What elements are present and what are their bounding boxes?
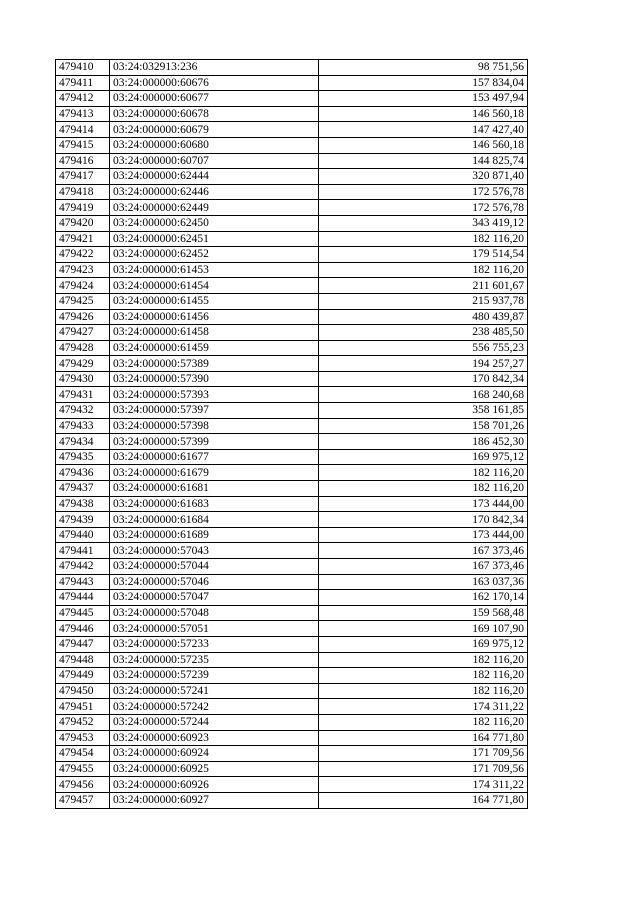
value-cell: 169 975,12 (319, 636, 528, 652)
row-number-cell: 479449 (56, 668, 110, 684)
row-number-cell: 479429 (56, 356, 110, 372)
row-number-cell: 479432 (56, 403, 110, 419)
cadastral-number-cell: 03:24:000000:57242 (110, 699, 319, 715)
cadastral-number-cell: 03:24:000000:61456 (110, 309, 319, 325)
cadastral-number-cell: 03:24:000000:57051 (110, 621, 319, 637)
value-cell: 174 311,22 (319, 777, 528, 793)
value-cell: 182 116,20 (319, 683, 528, 699)
cadastral-number-cell: 03:24:000000:62451 (110, 231, 319, 247)
table-row (56, 340, 528, 356)
table-row (56, 403, 528, 419)
cadastral-number-cell: 03:24:000000:62450 (110, 215, 319, 231)
cadastral-number-cell: 03:24:000000:61677 (110, 449, 319, 465)
row-number-cell: 479418 (56, 184, 110, 200)
table-row (56, 559, 528, 575)
cadastral-number-cell: 03:24:000000:61455 (110, 293, 319, 309)
table-row (56, 605, 528, 621)
table-row (56, 527, 528, 543)
cadastral-number-cell: 03:24:000000:60678 (110, 106, 319, 122)
registry-table-body (56, 60, 528, 809)
table-row (56, 387, 528, 403)
cadastral-number-cell: 03:24:000000:61681 (110, 481, 319, 497)
row-number-cell: 479426 (56, 309, 110, 325)
table-row (56, 356, 528, 372)
cadastral-number-cell: 03:24:000000:61683 (110, 496, 319, 512)
row-number-cell: 479433 (56, 418, 110, 434)
table-row (56, 169, 528, 185)
row-number-cell: 479416 (56, 153, 110, 169)
value-cell: 556 755,23 (319, 340, 528, 356)
value-cell: 162 170,14 (319, 590, 528, 606)
table-row (56, 200, 528, 216)
table-row (56, 465, 528, 481)
value-cell: 320 871,40 (319, 169, 528, 185)
row-number-cell: 479423 (56, 262, 110, 278)
row-number-cell: 479438 (56, 496, 110, 512)
registry-table (55, 59, 528, 809)
cadastral-number-cell: 03:24:000000:57048 (110, 605, 319, 621)
table-row (56, 730, 528, 746)
row-number-cell: 479455 (56, 761, 110, 777)
cadastral-number-cell: 03:24:000000:60927 (110, 792, 319, 808)
row-number-cell: 479457 (56, 792, 110, 808)
row-number-cell: 479440 (56, 527, 110, 543)
row-number-cell: 479453 (56, 730, 110, 746)
table-row (56, 247, 528, 263)
row-number-cell: 479437 (56, 481, 110, 497)
value-cell: 182 116,20 (319, 231, 528, 247)
table-row (56, 106, 528, 122)
value-cell: 182 116,20 (319, 262, 528, 278)
value-cell: 173 444,00 (319, 527, 528, 543)
value-cell: 182 116,20 (319, 465, 528, 481)
cadastral-number-cell: 03:24:000000:60680 (110, 137, 319, 153)
cadastral-number-cell: 03:24:000000:62444 (110, 169, 319, 185)
value-cell: 211 601,67 (319, 278, 528, 294)
value-cell: 147 427,40 (319, 122, 528, 138)
table-row (56, 434, 528, 450)
table-row (56, 91, 528, 107)
value-cell: 215 937,78 (319, 293, 528, 309)
row-number-cell: 479424 (56, 278, 110, 294)
cadastral-number-cell: 03:24:000000:62446 (110, 184, 319, 200)
table-row (56, 75, 528, 91)
value-cell: 172 576,78 (319, 184, 528, 200)
row-number-cell: 479444 (56, 590, 110, 606)
table-row (56, 278, 528, 294)
table-row (56, 621, 528, 637)
value-cell: 167 373,46 (319, 543, 528, 559)
value-cell: 173 444,00 (319, 496, 528, 512)
cadastral-number-cell: 03:24:000000:57233 (110, 636, 319, 652)
row-number-cell: 479413 (56, 106, 110, 122)
value-cell: 168 240,68 (319, 387, 528, 403)
cadastral-number-cell: 03:24:000000:62452 (110, 247, 319, 263)
value-cell: 169 975,12 (319, 449, 528, 465)
value-cell: 159 568,48 (319, 605, 528, 621)
cadastral-number-cell: 03:24:000000:60926 (110, 777, 319, 793)
cadastral-number-cell: 03:24:000000:57399 (110, 434, 319, 450)
row-number-cell: 479454 (56, 746, 110, 762)
value-cell: 182 116,20 (319, 714, 528, 730)
cadastral-number-cell: 03:24:000000:57244 (110, 714, 319, 730)
cadastral-number-cell: 03:24:000000:60923 (110, 730, 319, 746)
table-row (56, 590, 528, 606)
table-row (56, 746, 528, 762)
cadastral-number-cell: 03:24:000000:61679 (110, 465, 319, 481)
value-cell: 164 771,80 (319, 730, 528, 746)
value-cell: 480 439,87 (319, 309, 528, 325)
table-row (56, 371, 528, 387)
value-cell: 343 419,12 (319, 215, 528, 231)
value-cell: 158 701,26 (319, 418, 528, 434)
value-cell: 171 709,56 (319, 761, 528, 777)
cadastral-number-cell: 03:24:000000:57390 (110, 371, 319, 387)
value-cell: 146 560,18 (319, 106, 528, 122)
table-row (56, 481, 528, 497)
table-row (56, 543, 528, 559)
row-number-cell: 479411 (56, 75, 110, 91)
value-cell: 169 107,90 (319, 621, 528, 637)
row-number-cell: 479448 (56, 652, 110, 668)
cadastral-number-cell: 03:24:000000:57235 (110, 652, 319, 668)
cadastral-number-cell: 03:24:000000:57393 (110, 387, 319, 403)
cadastral-number-cell: 03:24:000000:57043 (110, 543, 319, 559)
row-number-cell: 479450 (56, 683, 110, 699)
value-cell: 167 373,46 (319, 559, 528, 575)
row-number-cell: 479441 (56, 543, 110, 559)
table-row (56, 777, 528, 793)
value-cell: 153 497,94 (319, 91, 528, 107)
table-row (56, 293, 528, 309)
value-cell: 164 771,80 (319, 792, 528, 808)
value-cell: 170 842,34 (319, 512, 528, 528)
table-row (56, 496, 528, 512)
cadastral-number-cell: 03:24:000000:61458 (110, 325, 319, 341)
value-cell: 186 452,30 (319, 434, 528, 450)
cadastral-number-cell: 03:24:000000:57398 (110, 418, 319, 434)
row-number-cell: 479412 (56, 91, 110, 107)
row-number-cell: 479452 (56, 714, 110, 730)
value-cell: 163 037,36 (319, 574, 528, 590)
value-cell: 194 257,27 (319, 356, 528, 372)
row-number-cell: 479436 (56, 465, 110, 481)
cadastral-number-cell: 03:24:000000:61689 (110, 527, 319, 543)
row-number-cell: 479421 (56, 231, 110, 247)
table-row (56, 60, 528, 76)
value-cell: 182 116,20 (319, 652, 528, 668)
cadastral-number-cell: 03:24:000000:57241 (110, 683, 319, 699)
cadastral-number-cell: 03:24:000000:62449 (110, 200, 319, 216)
value-cell: 98 751,56 (319, 60, 528, 76)
cadastral-number-cell: 03:24:000000:60707 (110, 153, 319, 169)
value-cell: 157 834,04 (319, 75, 528, 91)
table-row (56, 262, 528, 278)
cadastral-number-cell: 03:24:000000:60925 (110, 761, 319, 777)
table-row (56, 574, 528, 590)
cadastral-number-cell: 03:24:000000:60679 (110, 122, 319, 138)
table-row (56, 761, 528, 777)
cadastral-number-cell: 03:24:000000:60676 (110, 75, 319, 91)
table-row (56, 512, 528, 528)
cadastral-number-cell: 03:24:032913:236 (110, 60, 319, 76)
cadastral-number-cell: 03:24:000000:57389 (110, 356, 319, 372)
row-number-cell: 479445 (56, 605, 110, 621)
row-number-cell: 479422 (56, 247, 110, 263)
row-number-cell: 479442 (56, 559, 110, 575)
row-number-cell: 479427 (56, 325, 110, 341)
row-number-cell: 479446 (56, 621, 110, 637)
row-number-cell: 479414 (56, 122, 110, 138)
cadastral-number-cell: 03:24:000000:57397 (110, 403, 319, 419)
table-row (56, 792, 528, 808)
table-row (56, 636, 528, 652)
table-row (56, 231, 528, 247)
cadastral-number-cell: 03:24:000000:57239 (110, 668, 319, 684)
row-number-cell: 479435 (56, 449, 110, 465)
row-number-cell: 479431 (56, 387, 110, 403)
value-cell: 358 161,85 (319, 403, 528, 419)
value-cell: 238 485,50 (319, 325, 528, 341)
cadastral-number-cell: 03:24:000000:57044 (110, 559, 319, 575)
row-number-cell: 479425 (56, 293, 110, 309)
table-row (56, 668, 528, 684)
cadastral-number-cell: 03:24:000000:61684 (110, 512, 319, 528)
row-number-cell: 479428 (56, 340, 110, 356)
cadastral-number-cell: 03:24:000000:61454 (110, 278, 319, 294)
row-number-cell: 479434 (56, 434, 110, 450)
cadastral-number-cell: 03:24:000000:57046 (110, 574, 319, 590)
table-row (56, 122, 528, 138)
value-cell: 146 560,18 (319, 137, 528, 153)
value-cell: 170 842,34 (319, 371, 528, 387)
row-number-cell: 479447 (56, 636, 110, 652)
row-number-cell: 479430 (56, 371, 110, 387)
table-row (56, 184, 528, 200)
table-row (56, 325, 528, 341)
table-row (56, 714, 528, 730)
value-cell: 144 825,74 (319, 153, 528, 169)
table-row (56, 153, 528, 169)
table-row (56, 683, 528, 699)
table-row (56, 137, 528, 153)
value-cell: 172 576,78 (319, 200, 528, 216)
value-cell: 182 116,20 (319, 481, 528, 497)
row-number-cell: 479443 (56, 574, 110, 590)
row-number-cell: 479439 (56, 512, 110, 528)
cadastral-number-cell: 03:24:000000:60677 (110, 91, 319, 107)
row-number-cell: 479419 (56, 200, 110, 216)
table-row (56, 309, 528, 325)
cadastral-number-cell: 03:24:000000:61453 (110, 262, 319, 278)
cadastral-number-cell: 03:24:000000:61459 (110, 340, 319, 356)
row-number-cell: 479456 (56, 777, 110, 793)
cadastral-number-cell: 03:24:000000:60924 (110, 746, 319, 762)
table-row (56, 699, 528, 715)
value-cell: 174 311,22 (319, 699, 528, 715)
table-row (56, 418, 528, 434)
row-number-cell: 479410 (56, 60, 110, 76)
value-cell: 179 514,54 (319, 247, 528, 263)
row-number-cell: 479420 (56, 215, 110, 231)
value-cell: 182 116,20 (319, 668, 528, 684)
table-row (56, 449, 528, 465)
value-cell: 171 709,56 (319, 746, 528, 762)
table-row (56, 652, 528, 668)
row-number-cell: 479415 (56, 137, 110, 153)
row-number-cell: 479451 (56, 699, 110, 715)
table-row (56, 215, 528, 231)
row-number-cell: 479417 (56, 169, 110, 185)
cadastral-number-cell: 03:24:000000:57047 (110, 590, 319, 606)
